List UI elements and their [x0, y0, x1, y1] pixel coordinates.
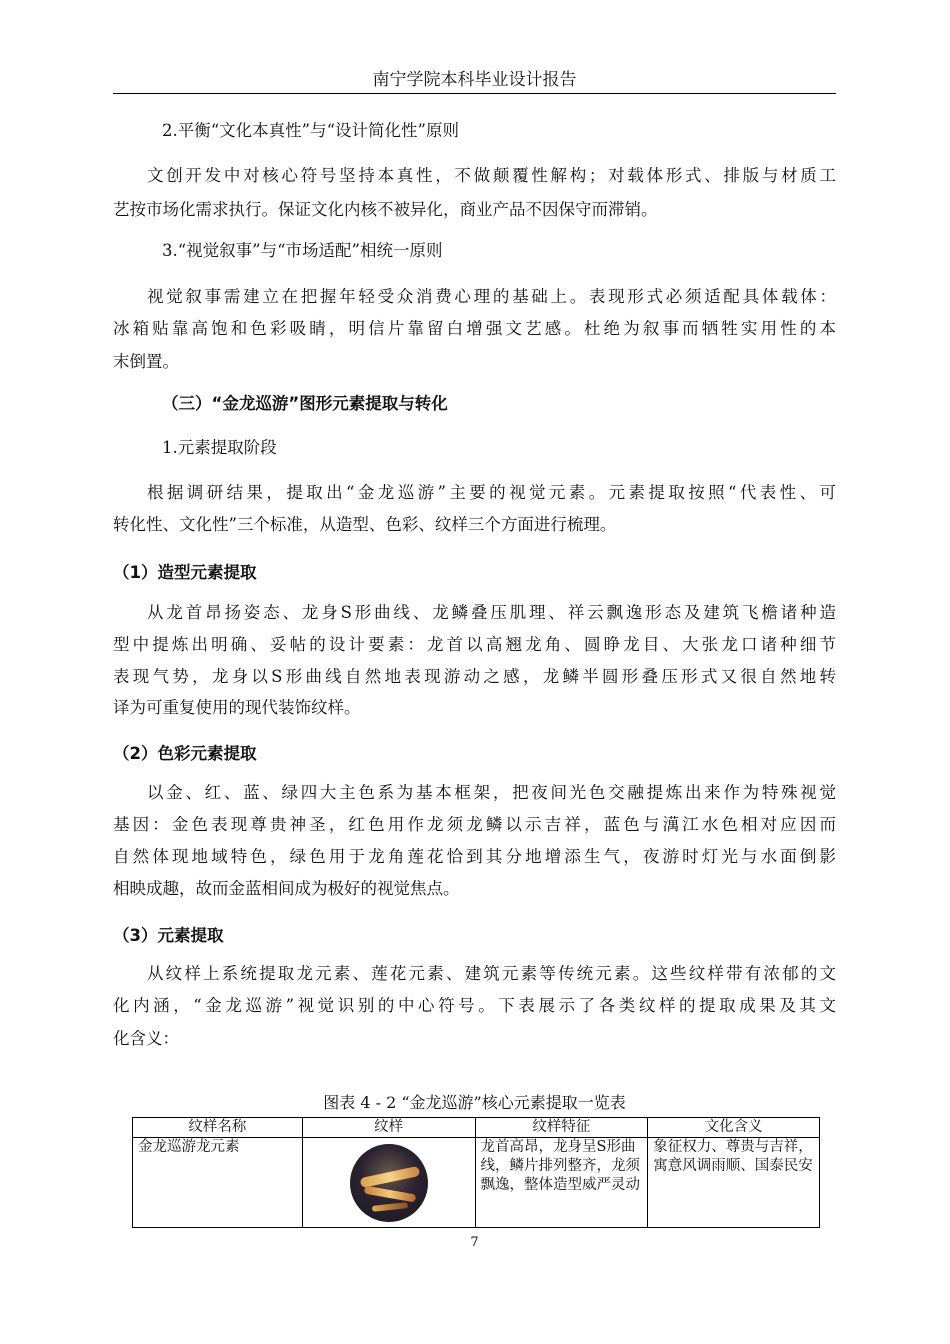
paragraph-line: 从纹样上系统提取龙元素、莲花元素、建筑元素等传统元素。这些纹样带有浓郁的文: [147, 964, 836, 983]
pattern-image-cell: [302, 1138, 475, 1228]
table-caption: 图表 4 - 2 “金龙巡游”核心元素提取一览表: [323, 1093, 626, 1112]
paragraph-line: 视觉叙事需建立在把握年轻受众消费心理的基础上。表现形式必须适配具体载体：: [147, 287, 836, 306]
pattern-name-cell: 金龙巡游龙元素: [133, 1138, 303, 1228]
paragraph-line: 自然体现地域特色，绿色用于龙角莲花恰到其分地增添生气，夜游时灯光与水面倒影: [113, 847, 836, 866]
paragraph-line: 相映成趣，故而金蓝相间成为极好的视觉焦点。: [113, 879, 460, 898]
pattern-feature-cell: 龙首高昂，龙身呈S形曲线，鳞片排列整齐，龙须飘逸，整体造型威严灵动: [475, 1138, 648, 1228]
paragraph-line: 以金、红、蓝、绿四大主色系为基本框架，把夜间光色交融提炼出来作为特殊视觉: [147, 783, 836, 802]
subsection-heading: （1）造型元素提取: [113, 563, 257, 582]
paragraph-line: 基因：金色表现尊贵神圣，红色用作龙须龙鳞以示吉祥，蓝色与澫江水色相对应因而: [113, 815, 836, 834]
paragraph-line: 译为可重复使用的现代装饰纹样。: [113, 698, 361, 717]
paragraph-line: 化内涵，“金龙巡游”视觉识别的中心符号。下表展示了各类纹样的提取成果及其文: [113, 996, 836, 1015]
subheading: 3.“视觉叙事”与“市场适配”相统一原则: [162, 241, 443, 260]
table-header-row: [133, 1118, 820, 1138]
paragraph-line: 化含义：: [113, 1029, 179, 1048]
paragraph-line: 文创开发中对核心符号坚持本真性，不做颠覆性解构；对载体形式、排版与材质工: [147, 166, 836, 185]
paragraph-line: 从龙首昂扬姿态、龙身S形曲线、龙鳞叠压肌理、祥云飘逸形态及建筑飞檐诸种造: [147, 603, 836, 622]
header-cell: 纹样特征: [475, 1118, 648, 1138]
paragraph-line: 末倒置。: [113, 352, 179, 371]
page-number: 7: [470, 1235, 479, 1250]
paragraph-line: 型中提炼出明确、妥帖的设计要素：龙首以高翘龙角、圆睁龙目、大张龙口诸种细节: [113, 635, 836, 654]
header-cell: 纹样: [302, 1118, 475, 1138]
dragon-parade-photo: [350, 1144, 428, 1222]
header-cell: 纹样名称: [133, 1118, 303, 1138]
cultural-meaning-cell: 象征权力、尊贵与吉祥，寓意风调雨顺、国泰民安: [648, 1138, 820, 1228]
subheading: 2.平衡“文化本真性”与“设计简化性”原则: [162, 121, 459, 140]
page-header: 南宁学院本科毕业设计报告: [113, 67, 836, 94]
section-heading: （三）“金龙巡游”图形元素提取与转化: [162, 394, 448, 413]
subsection-heading: （3）元素提取: [113, 926, 224, 945]
subsection-heading: （2）色彩元素提取: [113, 744, 257, 763]
paragraph-line: 根据调研结果，提取出“金龙巡游”主要的视觉元素。元素提取按照“代表性、可: [147, 483, 836, 502]
subheading: 1.元素提取阶段: [162, 438, 277, 457]
table-row: [133, 1138, 820, 1228]
element-table: [132, 1117, 820, 1228]
paragraph-line: 艺按市场化需求执行。保证文化内核不被异化，商业产品不因保守而滞销。: [113, 200, 658, 219]
paragraph-line: 表现气势，龙身以S形曲线自然地表现游动之感，龙鳞半圆形叠压形式又很自然地转: [113, 667, 836, 686]
header-cell: 文化含义: [648, 1118, 820, 1138]
paragraph-line: 冰箱贴靠高饱和色彩吸睛，明信片靠留白增强文艺感。杜绝为叙事而牺牲实用性的本: [113, 319, 836, 338]
paragraph-line: 转化性、文化性”三个标准，从造型、色彩、纹样三个方面进行梳理。: [113, 515, 617, 534]
